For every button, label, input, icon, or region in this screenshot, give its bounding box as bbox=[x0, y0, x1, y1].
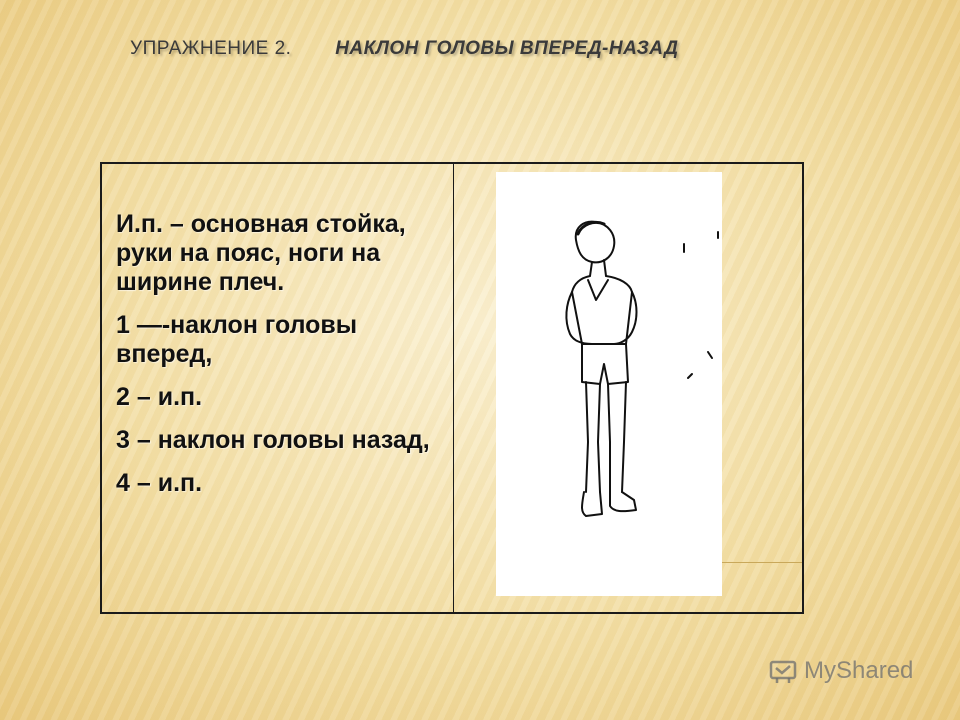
instruction-step-1: 1 —-наклон головы вперед, bbox=[116, 311, 358, 368]
slide-title bbox=[130, 38, 678, 60]
watermark-logo bbox=[768, 656, 913, 686]
instructions-cell bbox=[102, 164, 454, 612]
instruction-step-3: 3 – наклон головы назад, bbox=[116, 426, 430, 454]
watermark-text: MyShared bbox=[804, 657, 914, 684]
illustration-cell bbox=[454, 164, 802, 612]
instruction-start-position: И.п. – основная стойка, руки на пояс, ноги на ширине плеч. bbox=[116, 210, 406, 296]
instruction-step-2: 2 – и.п. bbox=[116, 383, 203, 411]
divider-line bbox=[722, 562, 802, 563]
exercise-illustration bbox=[496, 172, 722, 596]
title-main: НАКЛОН ГОЛОВЫ ВПЕРЕД-НАЗАД bbox=[335, 38, 679, 59]
myshared-logo-icon bbox=[768, 656, 798, 686]
instruction-step-4: 4 – и.п. bbox=[116, 469, 203, 497]
standing-person-icon bbox=[496, 172, 722, 596]
exercise-table bbox=[100, 162, 804, 614]
title-prefix: УПРАЖНЕНИЕ 2. bbox=[130, 38, 292, 59]
